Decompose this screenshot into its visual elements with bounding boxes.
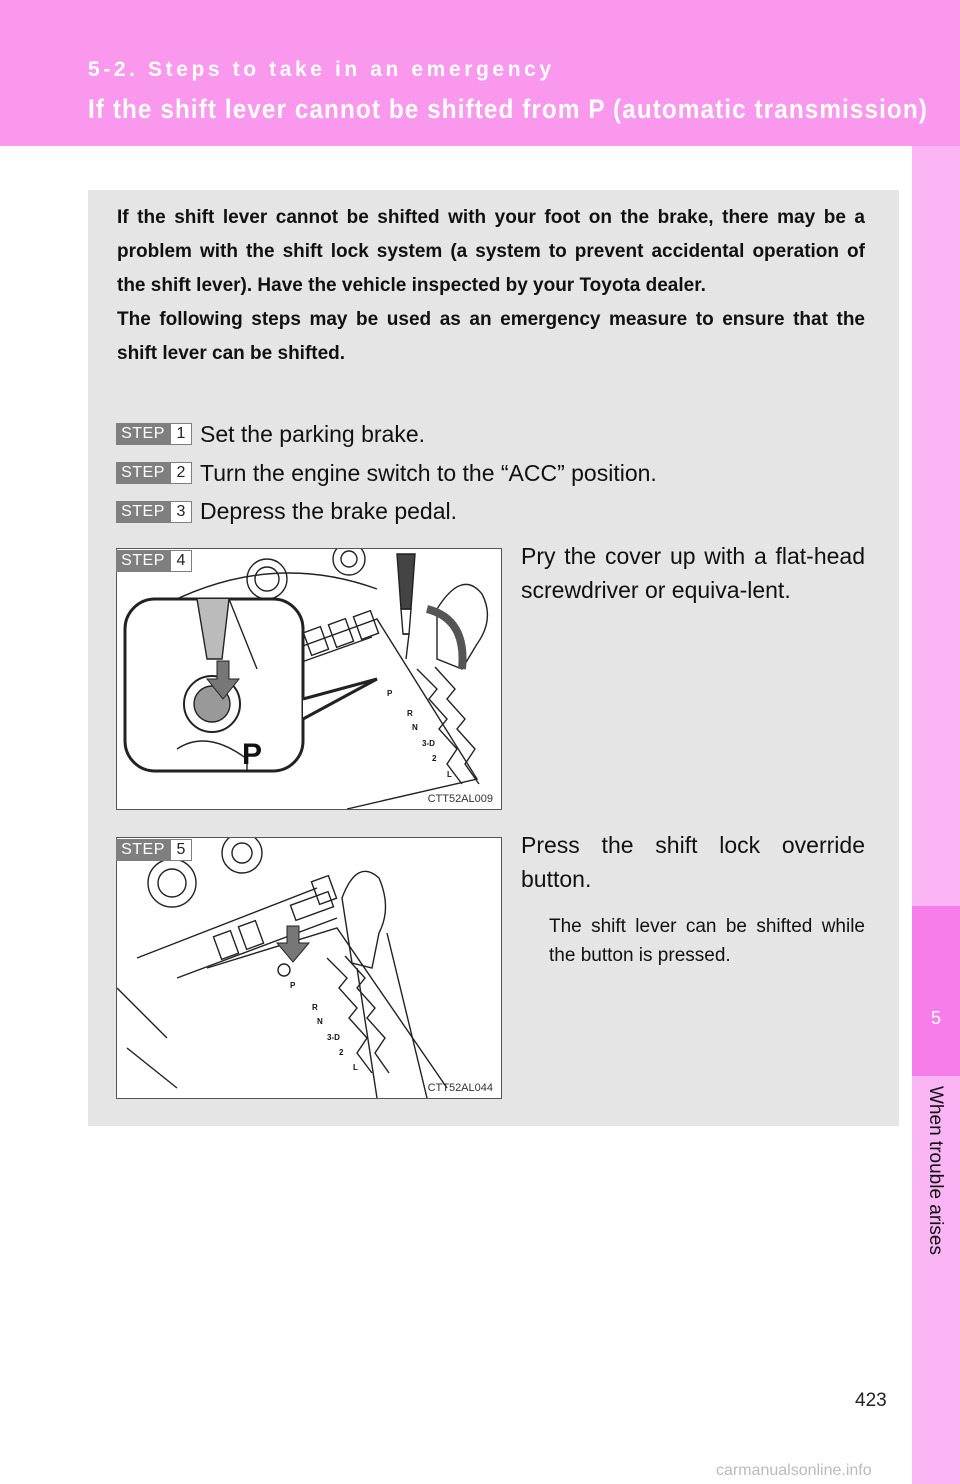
gear-label-r: R <box>407 709 413 718</box>
step-number: 3 <box>170 501 192 523</box>
step-number: 1 <box>170 423 192 445</box>
step-label: STEP <box>116 423 170 445</box>
gear-label-l: L <box>447 770 452 779</box>
step-3-badge <box>116 501 192 523</box>
step-4-badge <box>116 550 192 572</box>
step-label: STEP <box>116 839 170 861</box>
page-header <box>0 0 960 146</box>
gear-position-labels <box>290 981 358 1072</box>
gear-label-r: R <box>312 1003 318 1012</box>
shift-lock-override-drawing <box>117 838 501 1098</box>
gear-label-p: P <box>387 689 393 698</box>
gear-label-3d: 3-D <box>422 739 435 748</box>
step-number: 5 <box>170 839 192 861</box>
step-4-text <box>521 539 865 607</box>
step-5-badge <box>116 839 192 861</box>
step-5-text <box>521 828 865 896</box>
step-number: 2 <box>170 462 192 484</box>
gear-label-2: 2 <box>339 1048 344 1057</box>
step-label: STEP <box>116 462 170 484</box>
page-number: 423 <box>855 1390 887 1411</box>
chapter-number: 5 <box>930 1008 941 1028</box>
watermark: carmanualsonline.info <box>716 1462 872 1479</box>
step-number: 4 <box>170 550 192 572</box>
step-3-text: Depress the brake pedal. <box>200 498 457 524</box>
shift-console-screwdriver-drawing <box>117 549 501 809</box>
gear-label-l: L <box>353 1063 358 1072</box>
step-5-note: The shift lever can be shifted while the button is pressed. <box>549 916 865 966</box>
step-2-text: Turn the engine switch to the “ACC” position. <box>200 460 657 486</box>
step-5-illustration <box>116 837 502 1099</box>
chapter-label: When trouble arises <box>925 1086 946 1255</box>
gear-label-p: P <box>290 981 296 990</box>
gear-position-labels <box>387 689 452 779</box>
gear-label-2: 2 <box>432 754 437 763</box>
step-4-illustration <box>116 548 502 810</box>
park-big-label: P <box>242 738 263 771</box>
step-label: STEP <box>116 501 170 523</box>
section-title: 5-2. Steps to take in an emergency <box>88 58 555 81</box>
step-4-description: Pry the cover up with a flat-head screwdriver or equiva-lent. <box>521 543 865 603</box>
step-1-text: Set the parking brake. <box>200 421 426 447</box>
page-title: If the shift lever cannot be shifted from P (automatic transmission) <box>88 94 928 124</box>
step-label: STEP <box>116 550 170 572</box>
step-1-badge <box>116 423 192 445</box>
intro-text <box>117 201 865 371</box>
intro-paragraph-2: The following steps may be used as an emergency measure to ensure that the shift lever can be shifted. <box>117 309 865 364</box>
image-code: CTT52AL009 <box>427 793 493 805</box>
image-code: CTT52AL044 <box>427 1082 493 1094</box>
chapter-side-tab <box>912 146 960 1484</box>
intro-paragraph-1: If the shift lever cannot be shifted with your foot on the brake, there may be a problem with the shift lock system (a system to prevent accidental operation of the shift lever). Have the vehicle inspected by your Toyota dealer. <box>117 207 865 296</box>
chapter-marker <box>912 906 960 1076</box>
gear-label-n: N <box>412 723 418 732</box>
gear-label-3d: 3-D <box>327 1033 340 1042</box>
step-2-badge <box>116 462 192 484</box>
step-5-description: Press the shift lock override button. <box>521 832 865 892</box>
gear-label-n: N <box>317 1017 323 1026</box>
